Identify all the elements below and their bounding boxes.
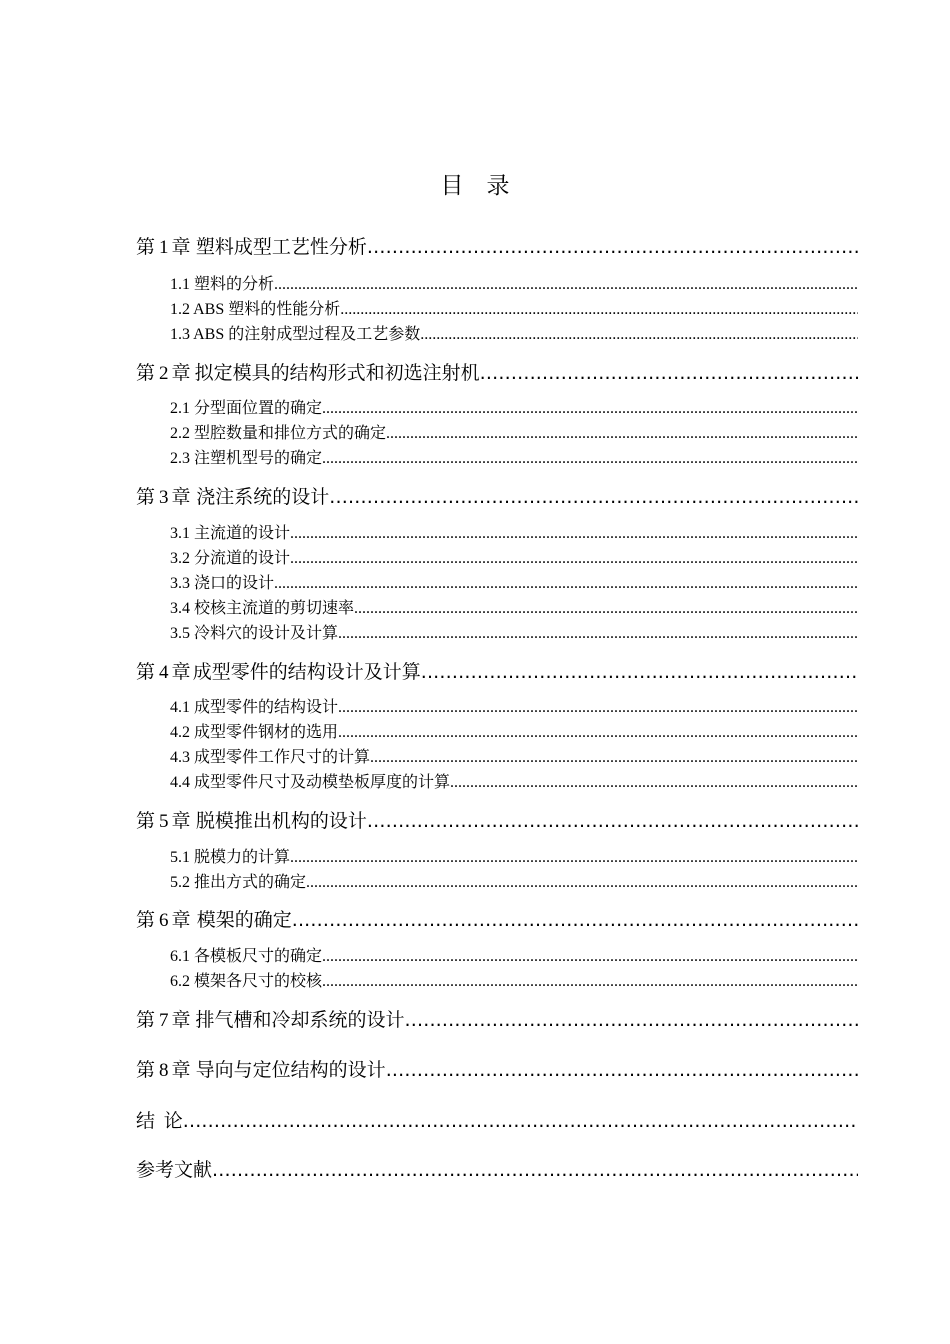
dot-leader: [274, 572, 858, 596]
chapter-title: 拟定模具的结构形式和初选注射机: [194, 362, 480, 384]
dot-leader: [340, 298, 858, 322]
chapter-title: 浇注系统的设计: [196, 486, 330, 508]
chapter-suffix: 章: [171, 1009, 191, 1031]
chapter-prefix: 第: [136, 1059, 156, 1081]
chapter-suffix: 章: [171, 362, 191, 384]
section-title: 4.4 成型零件尺寸及动模垫板厚度的计算: [170, 774, 451, 791]
chapter-title: 导向与定位结构的设计: [195, 1059, 386, 1081]
section-title: 4.3 成型零件工作尺寸的计算: [170, 749, 371, 766]
toc-section-4-2[interactable]: [170, 721, 858, 745]
chapter-suffix: 章: [171, 661, 191, 683]
dot-leader: [338, 696, 858, 720]
chapter-suffix: 章: [171, 810, 191, 832]
section-title: 1.2 ABS 塑料的性能分析: [170, 301, 341, 318]
dot-leader: [290, 846, 858, 870]
chapter-number: 2: [159, 363, 169, 384]
chapter-title: 排气槽和冷却系统的设计: [195, 1009, 405, 1031]
section-title: 2.3 注塑机型号的确定: [170, 450, 323, 467]
dot-leader: [370, 746, 858, 770]
chapter-number: 4: [159, 662, 169, 683]
section-title: 3.5 冷料穴的设计及计算: [170, 625, 339, 642]
chapter-suffix: 章: [171, 486, 191, 508]
toc-chapter-7[interactable]: [136, 1005, 858, 1035]
chapter-title: 塑料成型工艺性分析: [195, 236, 367, 258]
chapter-suffix: 章: [171, 236, 191, 258]
toc-conclusion[interactable]: [136, 1106, 858, 1136]
chapter-number: 6: [159, 910, 169, 931]
chapter-prefix: 第: [136, 362, 156, 384]
toc-chapter-4[interactable]: [136, 657, 858, 687]
section-title: 3.1 主流道的设计: [170, 525, 291, 542]
toc-section-3-1[interactable]: [170, 522, 858, 546]
toc-section-4-4[interactable]: [170, 771, 858, 795]
chapter-number: 1: [159, 237, 169, 258]
toc-section-5-1[interactable]: [170, 846, 858, 870]
dot-leader: [367, 232, 858, 262]
toc-section-6-2[interactable]: [170, 970, 858, 994]
toc-section-1-1[interactable]: [170, 273, 858, 297]
section-title: 1.1 塑料的分析: [170, 276, 275, 293]
chapter-prefix: 第: [136, 1009, 156, 1031]
section-title: 2.2 型腔数量和排位方式的确定: [170, 425, 387, 442]
dot-leader: [290, 547, 858, 571]
toc-section-5-2[interactable]: [170, 871, 858, 895]
references-title: 参考文献: [136, 1159, 213, 1181]
toc-chapter-2[interactable]: [136, 358, 858, 388]
dot-leader: [386, 1055, 858, 1085]
toc-section-3-5[interactable]: [170, 622, 858, 646]
toc-chapter-6[interactable]: [136, 905, 858, 935]
dot-leader: [322, 397, 858, 421]
conclusion-char-1: 结: [136, 1110, 156, 1132]
dot-leader: [329, 482, 858, 512]
section-title: 6.1 各模板尺寸的确定: [170, 948, 323, 965]
chapter-number: 8: [159, 1060, 169, 1081]
dot-leader: [404, 1005, 858, 1035]
dot-leader: [322, 447, 858, 471]
chapter-prefix: 第: [136, 661, 156, 683]
toc-section-2-3[interactable]: [170, 447, 858, 471]
section-title: 1.3 ABS 的注射成型过程及工艺参数: [170, 326, 421, 343]
section-title: 3.3 浇口的设计: [170, 575, 275, 592]
toc-section-1-2[interactable]: [170, 298, 858, 322]
dot-leader: [354, 597, 858, 621]
toc-section-3-2[interactable]: [170, 547, 858, 571]
section-title: 4.1 成型零件的结构设计: [170, 699, 339, 716]
chapter-title: 成型零件的结构设计及计算: [192, 661, 421, 683]
dot-leader: [212, 1155, 858, 1185]
dot-leader: [386, 422, 858, 446]
dot-leader: [338, 721, 858, 745]
dot-leader: [421, 657, 858, 687]
chapter-prefix: 第: [136, 486, 156, 508]
chapter-title: 脱模推出机构的设计: [195, 810, 367, 832]
chapter-prefix: 第: [136, 236, 156, 258]
toc-chapter-5[interactable]: [136, 806, 858, 836]
dot-leader: [480, 358, 858, 388]
chapter-prefix: 第: [136, 909, 156, 931]
toc-chapter-3[interactable]: [136, 482, 858, 512]
dot-leader: [306, 871, 858, 895]
toc-chapter-1[interactable]: [136, 232, 858, 262]
dot-leader: [367, 806, 858, 836]
toc-section-4-1[interactable]: [170, 696, 858, 720]
toc-title: 目 录: [440, 173, 510, 199]
toc-section-3-4[interactable]: [170, 597, 858, 621]
toc-section-3-3[interactable]: [170, 572, 858, 596]
conclusion-char-2: 论: [163, 1110, 183, 1132]
dot-leader: [292, 905, 858, 935]
dot-leader: [183, 1106, 858, 1136]
chapter-suffix: 章: [171, 909, 191, 931]
dot-leader: [274, 273, 858, 297]
section-title: 3.4 校核主流道的剪切速率: [170, 600, 355, 617]
chapter-number: 3: [159, 487, 169, 508]
dot-leader: [450, 771, 858, 795]
dot-leader: [322, 945, 858, 969]
chapter-suffix: 章: [171, 1059, 191, 1081]
toc-section-2-2[interactable]: [170, 422, 858, 446]
toc-chapter-8[interactable]: [136, 1055, 858, 1085]
toc-section-6-1[interactable]: [170, 945, 858, 969]
dot-leader: [322, 970, 858, 994]
chapter-prefix: 第: [136, 810, 156, 832]
section-title: 6.2 模架各尺寸的校核: [170, 973, 323, 990]
dot-leader: [290, 522, 858, 546]
toc-references[interactable]: [136, 1155, 858, 1185]
chapter-number: 7: [159, 1010, 169, 1031]
section-title: 3.2 分流道的设计: [170, 550, 291, 567]
toc-section-2-1[interactable]: [170, 397, 858, 421]
toc-section-4-3[interactable]: [170, 746, 858, 770]
section-title: 5.2 推出方式的确定: [170, 874, 307, 891]
dot-leader: [420, 323, 858, 347]
section-title: 4.2 成型零件钢材的选用: [170, 724, 339, 741]
chapter-title: 模架的确定: [196, 909, 292, 931]
chapter-number: 5: [159, 811, 169, 832]
toc-section-1-3[interactable]: [170, 323, 858, 347]
section-title: 5.1 脱模力的计算: [170, 849, 291, 866]
section-title: 2.1 分型面位置的确定: [170, 400, 323, 417]
dot-leader: [338, 622, 858, 646]
